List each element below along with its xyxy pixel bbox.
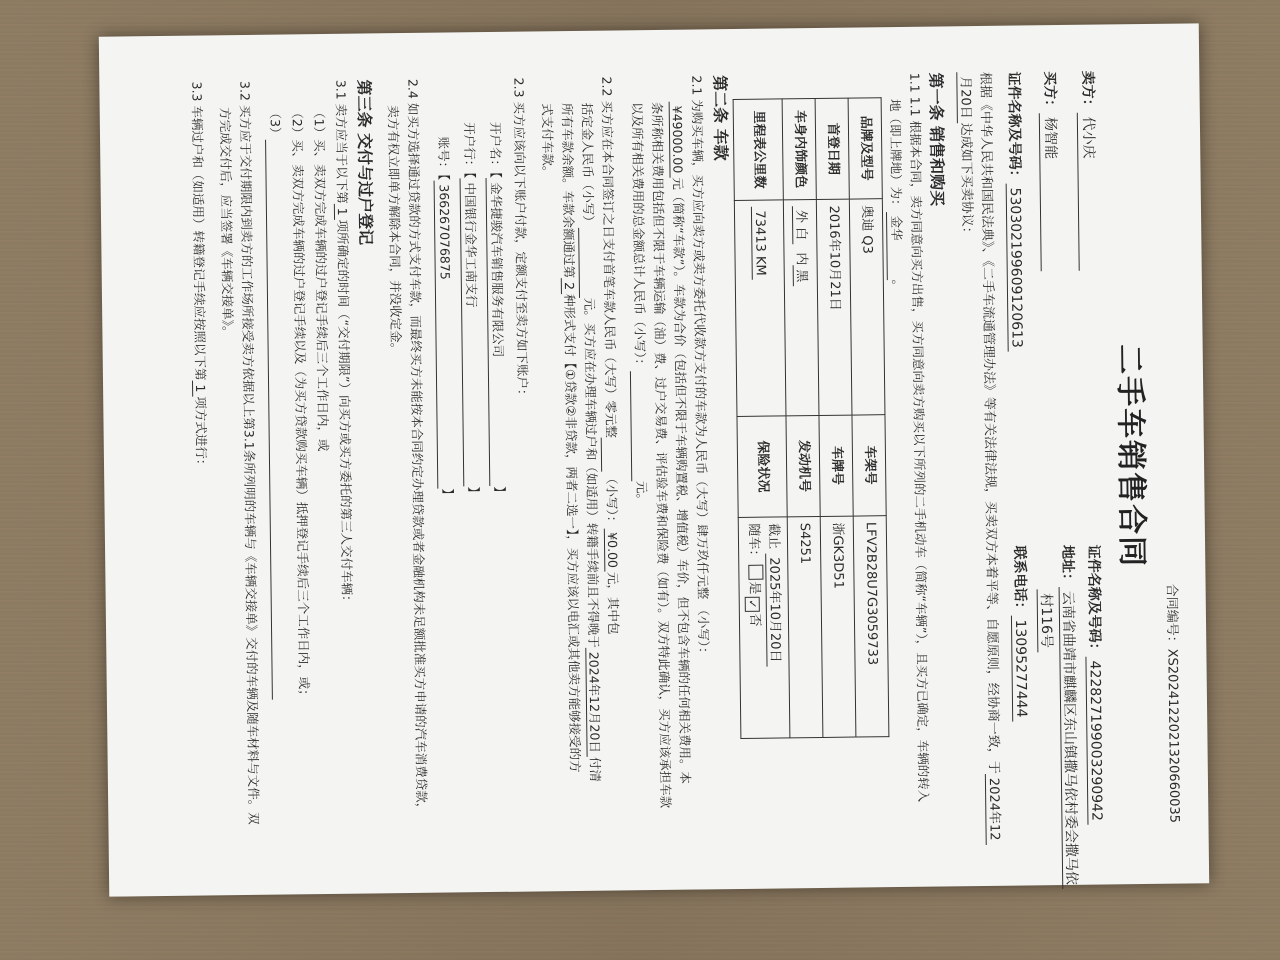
- clause-3-2-line2: 方完成交付后，应当签署《车辆交接单》。: [217, 107, 236, 339]
- clause-2-3-number: 2.3: [511, 77, 527, 98]
- account-name-row: [485, 122, 509, 499]
- plate-label: 车牌号: [819, 415, 853, 516]
- clause-2-1-number: 2.1: [689, 75, 705, 96]
- price-amount: ¥49000.00: [669, 102, 686, 178]
- account-name-value: 金华捷骏汽车销售服务有限公司: [485, 178, 508, 486]
- mileage-cell: [734, 200, 786, 417]
- insurance-value: [738, 517, 790, 739]
- clause-3-3-line1: 车辆过户和（如适用）转籍登记手续应按照以下第: [189, 105, 208, 381]
- color-label: 车身内饰颜色: [782, 99, 816, 200]
- contract-page: [99, 23, 1209, 896]
- table-row: [733, 99, 790, 739]
- buyer-line: [1038, 71, 1062, 271]
- engine-label: 发动机号: [786, 415, 820, 516]
- buyer-id-value: 530302199609120613: [1006, 183, 1025, 352]
- buyer-phone-line: [1009, 545, 1031, 721]
- clause-3-1: [331, 80, 356, 608]
- buyer-id-label: 证件名称及号码：: [1005, 71, 1023, 184]
- insurance-until-date: 2025年10月20日: [765, 553, 782, 666]
- contract-number-value: XS2024122021320660035: [1164, 648, 1182, 824]
- clause-1-1-number: 1.1: [907, 72, 923, 93]
- clause-2-1-line4-tail: 元。: [634, 480, 650, 507]
- payment-method-choice: 2: [561, 278, 577, 294]
- clause-2-1-line1: 为购买车辆，买方应向卖方或卖方委托代收款方支付的车款为人民币（大写）肆万玖仟元整: [689, 99, 711, 600]
- clause-2-1-line4-row: [627, 102, 651, 506]
- clause-3-2-line1: 买方应于交付期限内到卖方的工作场所接受卖方依据以上第3.1条所列明的车辆与《车辆交接单》交付的车辆及随车材料与文件。双: [237, 104, 262, 825]
- engine-value: S4251: [787, 516, 823, 738]
- clause-2-4-line1: 如买方选择通过贷款的方式支付车款，而最终买方未能按本合同约定办理贷款或者金融机构未足额批准买方申请的汽车消费贷款，: [405, 102, 430, 816]
- delivery-option-3: （3）: [267, 106, 284, 140]
- clause-2-2-line3: 所有车款余额。车款余额通过第: [559, 102, 577, 279]
- seller-id-value: 422827199003290942: [1085, 657, 1104, 826]
- clause-2-2-line4: 式支付车款。: [539, 103, 556, 179]
- interior-color: 黑: [793, 265, 809, 286]
- vehicle-table: [733, 97, 890, 739]
- insurance-yes-label: 是: [746, 581, 763, 595]
- clause-2-1-line4: 以及所有相关费用的总金额总计人民币（小写）：: [629, 102, 648, 372]
- preamble-date-b: 月20日: [956, 72, 973, 123]
- registration-date-value: 2016年10月21日: [816, 199, 852, 415]
- seller-label: 卖方：: [1079, 70, 1096, 113]
- delivery-option-choice: 1: [334, 204, 350, 220]
- clause-2-2-line3-b: 种形式支付【①贷款②非贷款，两者二选一】，买方应该以电汇或其他卖方能够接受的方: [561, 293, 583, 773]
- bank-label: 开户行：【: [461, 122, 478, 179]
- clause-2-2-line1-b: （小写）：: [604, 471, 620, 529]
- final-payment-date: 2024年12月20日: [585, 648, 602, 757]
- bank-bracket: 】: [466, 486, 482, 500]
- clause-1-1-b: [884, 99, 905, 292]
- preamble-2: [954, 72, 975, 240]
- clause-2-3: [509, 78, 531, 402]
- account-number-bracket: 】: [440, 488, 456, 501]
- buyer-id-line: [1003, 71, 1027, 352]
- preamble-text: 根据《中华人民共和国民法典》、《二手车流通管理办法》等有关法律法规，买卖双方本着平等、自愿原则，经协商一致，于: [977, 71, 1001, 774]
- insurance-yes-checkbox[interactable]: [749, 564, 764, 579]
- clause-2-2-line1: 买方应在本合同签订之日支付首笔车款人民币（大写）零元整: [599, 100, 619, 439]
- clause-2-2-line2-c: 付清: [587, 756, 603, 783]
- destination-city: 金华: [886, 211, 906, 279]
- down-payment-amount: ¥0.00: [604, 528, 621, 572]
- clause-1-1-text: 1.1 根据本合同，卖方同意向买方出售，买方同意向卖方购买以下所列的二手机动车（简称“车辆”），且买方已确定，车辆的转入: [907, 96, 932, 803]
- article-3-heading: 第三条 交付与过户登记: [354, 79, 376, 246]
- clause-3-2: [235, 81, 262, 825]
- interior-color-label: 内: [793, 252, 810, 266]
- contract-number-label: 合同编号：: [1163, 583, 1180, 649]
- clause-3-1-number: 3.1: [333, 79, 349, 100]
- mileage-label: 里程表公里数: [733, 99, 783, 200]
- delivery-option-2: （2）买、卖双方完成车辆的过户登记手续以及（为买方贷款购买车辆）抵押登记手续后三个工作日内，或；: [289, 106, 312, 702]
- clause-3-3: [187, 81, 210, 471]
- plate-value: 浙GK3D51: [820, 516, 856, 738]
- seller-id-line: [1083, 545, 1107, 826]
- insurance-no-checkbox[interactable]: ✓: [745, 596, 760, 611]
- clause-2-2-line2: 括定金人民币（小写）: [579, 102, 597, 228]
- vin-label: 车架号: [852, 415, 886, 516]
- contract-number: [1161, 584, 1183, 824]
- account-number-value: 366267076875: [433, 180, 456, 488]
- seller-id-label: 证件名称及号码：: [1085, 544, 1103, 657]
- account-name-bracket: 】: [492, 486, 508, 499]
- vin-value: LFV2B28U7G3059733: [853, 515, 889, 737]
- clause-2-2-line1-c: 元，其中包: [605, 571, 622, 635]
- seller-address-value-2: 村116号: [1037, 589, 1055, 652]
- account-name-label: 开户名：【: [487, 121, 504, 179]
- insurance-no-label: 否: [747, 613, 763, 627]
- clause-3-1-line1-b: 项所确定的时间（“交付期限”）向买方或买方委托的第三人交付车辆：: [335, 219, 355, 608]
- clause-2-4-line2: 卖方有权立即单方解除本合同，并没收定金。: [385, 105, 404, 356]
- color-value: [783, 199, 819, 415]
- clause-2-1-line2: 元（简称“车款”）。车款为合价（包括但不限于车辆购置税、增值税）车价，但不包含车辆的任何相关费用。本: [670, 177, 693, 785]
- insurance-until-label: 截止: [766, 523, 782, 550]
- transfer-option-choice: 1: [192, 380, 208, 396]
- buyer-phone-value: 13095277444: [1011, 615, 1029, 721]
- buyer-label: 买方：: [1041, 71, 1058, 114]
- clause-2-3-line1: 买方应该向以下账户付款，定额支付至卖方如下账户：: [511, 101, 531, 402]
- bank-row: [459, 122, 483, 499]
- buyer-phone-label: 联系电话：: [1011, 545, 1028, 616]
- delivery-option-1: （1）买、卖双方完成车辆的过户登记手续后三个工作日内，或: [311, 105, 331, 452]
- seller-address-line: [1057, 545, 1081, 889]
- preamble-date-a: 2024年12: [985, 774, 1002, 845]
- exterior-color: 外 白: [792, 206, 808, 244]
- registration-date-label: 首登日期: [815, 98, 849, 199]
- clause-1-1-tail: 。: [889, 279, 905, 293]
- seller-address-line2: [1035, 589, 1056, 652]
- clause-2-1-line3: 条所称相关费用包括但不限于车辆运输（油）费、过户交易费、评估验车费和保险费（如有）。双方特此确认，买方应该承担车款: [649, 101, 674, 809]
- seller-name: 代小庆: [1076, 113, 1099, 271]
- clause-2-2-number: 2.2: [599, 76, 615, 97]
- clause-3-3-number: 3.3: [189, 81, 205, 102]
- preamble: [974, 72, 1003, 872]
- preamble-text-2: 达成如下买卖协议：: [957, 122, 975, 240]
- buyer-name: 杨智能: [1038, 113, 1061, 271]
- account-number-row: [433, 136, 457, 500]
- article-2-heading: 第二条 车款: [710, 75, 731, 161]
- brand-label: 品牌及型号: [848, 98, 882, 199]
- seller-line: [1076, 71, 1100, 271]
- bank-value: 中国银行金华工南支行: [459, 178, 482, 486]
- delivery-option-3-row: [265, 106, 291, 699]
- account-number-label: 账号：【: [436, 136, 452, 181]
- mileage-value: 73413 KM: [751, 206, 768, 279]
- clause-3-2-number: 3.2: [237, 80, 253, 101]
- clause-2-4-number: 2.4: [405, 78, 421, 99]
- clause-1-1-text-b: 地（即上牌地）为：: [887, 98, 904, 212]
- brand-value: 奥迪 Q3: [849, 198, 885, 414]
- page-title: 二手车销售合同: [1111, 343, 1150, 569]
- seller-address-value: 云南省曲靖市麒麟区东山镇撒马依村委会撒马依: [1059, 587, 1080, 889]
- clause-3-3-line1-b: 项方式进行：: [193, 396, 210, 472]
- insurance-follow-label: 随车：: [746, 523, 762, 563]
- clause-3-1-line1: 卖方应当于以下第: [333, 103, 350, 204]
- clause-2-4: [403, 79, 430, 816]
- seller-address-label: 地址：: [1059, 544, 1076, 588]
- insurance-label: 保险状况: [737, 416, 787, 517]
- clause-2-1-line1-tail: （小写）：: [695, 603, 712, 660]
- article-1-heading: 第一条 销售和购买: [926, 72, 947, 207]
- clause-2-2-line2-b: 元。买方应在办理车辆过户和（如适用）转籍手续前且不得晚于: [582, 297, 602, 648]
